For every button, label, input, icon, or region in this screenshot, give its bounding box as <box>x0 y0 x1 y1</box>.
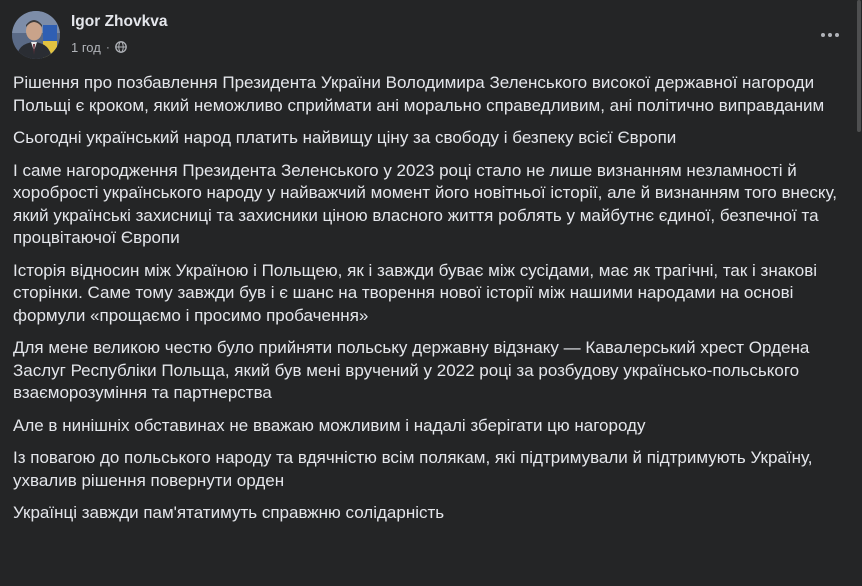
author-name[interactable]: Igor Zhovkva <box>71 13 168 30</box>
post-timestamp[interactable]: 1 год <box>71 39 101 55</box>
post-paragraph: І саме нагородження Президента Зеленського у 2023 році стало не лише визнанням незламності й хоробрості українського народу у найважчий момент його новітньої історії, але й визнанням того внеску, який українські захисниці та захисники ціною власного життя роблять у майбутнє єдиної, безпечної та процвітаючої Європи <box>13 160 837 247</box>
post-paragraph: Історія відносин між Україною і Польщею, як і завжди буває між сусідами, має як трагічні, так і знакові сторінки. Саме тому завжди був і є шанс на творення нової історії між нашими народами на основі формули «прощаємо і просимо пробачення» <box>13 260 818 325</box>
post-paragraph: Рішення про позбавлення Президента України Володимира Зеленського високої державної нагороди Польщі є кроком, який неможливо сприймати ані морально справедливим, ані політично виправданим <box>13 73 825 115</box>
post-paragraph: Але в нинішніх обставинах не вважаю можливим і надалі зберігати цю нагороду <box>13 415 646 435</box>
post-paragraph: Українці завжди пам'ятатимуть справжню солідарність <box>13 503 445 522</box>
post-header <box>12 11 848 59</box>
meta-separator: · <box>105 40 110 54</box>
post-meta <box>71 38 127 56</box>
more-options-button[interactable] <box>812 17 848 53</box>
author-avatar[interactable] <box>12 11 60 59</box>
post-paragraph: Із повагою до польського народу та вдячністю всім полякам, які підтримували й підтримують Україну, ухвалив рішення повернути орден <box>13 448 813 490</box>
globe-icon <box>115 41 127 53</box>
post-paragraph: Сьогодні український народ платить найвищу ціну за свободу і безпеку всієї Європи <box>13 128 677 147</box>
post-body <box>13 72 849 535</box>
scrollbar[interactable] <box>856 0 862 586</box>
post-paragraph: Для мене великою честю було прийняти польську державну відзнаку — Кавалерський хрест Ордена Заслуг Республіки Польща, який був мені вручений у 2022 році за розбудову українсько-польського взаєморозуміння та партнерства <box>13 338 810 402</box>
scrollbar-thumb[interactable] <box>857 0 861 132</box>
more-options-icon <box>821 33 839 37</box>
